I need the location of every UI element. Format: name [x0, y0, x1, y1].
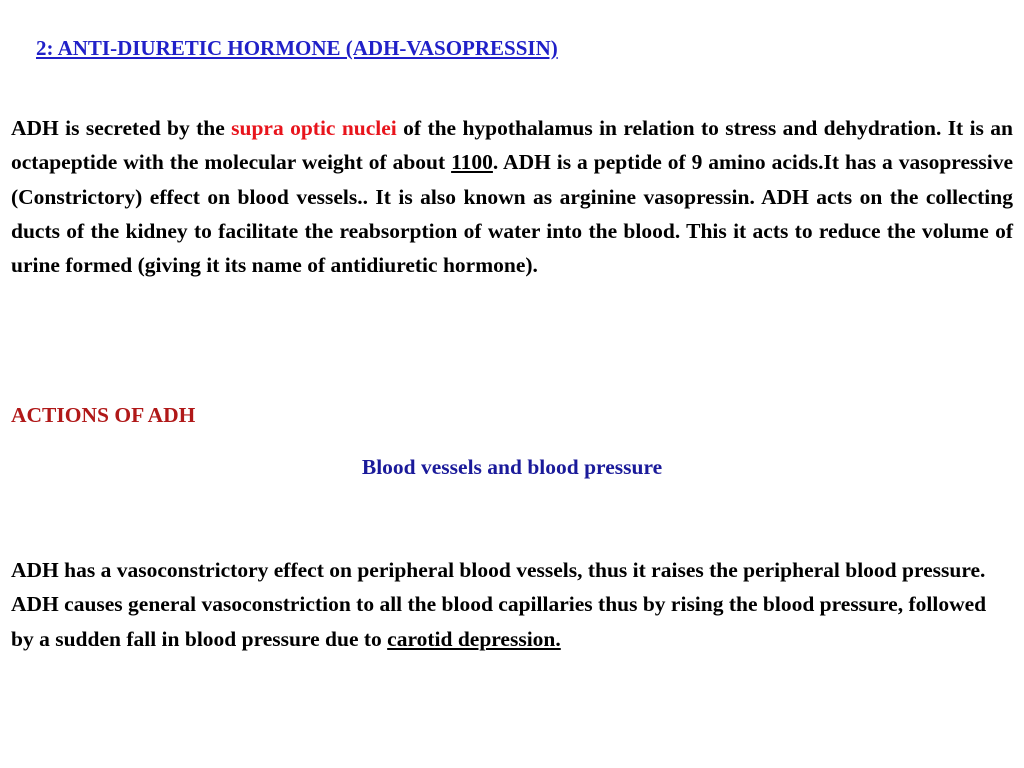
- slide-title: 2: ANTI-DIURETIC HORMONE (ADH-VASOPRESSIN): [36, 36, 558, 60]
- molecular-weight-value: 1100: [451, 150, 493, 175]
- intro-text-end: . ADH is a peptide of 9 amino acids.It has a vasopressive (Constrictory) effect on blood vessels.. It is also known as arginine vasopressin. ADH acts on the collecting ducts of the kidney to facilitate the reabsorption of water into the blood. This it acts to reduce the volume of urine formed (giving it its name of antidiuretic hormone).: [11, 150, 1013, 278]
- highlighted-term: supra optic nuclei: [231, 116, 397, 140]
- blood-vessels-subheading: Blood vessels and blood pressure: [361, 455, 663, 479]
- intro-text-middle: of the hypothalamus in relation to stress and dehydration. It is an octapeptide with the molecular weight of about: [11, 116, 1014, 175]
- actions-heading: ACTIONS OF ADH: [11, 403, 196, 427]
- vasoconstriction-text: ADH has a vasoconstrictory effect on peripheral blood vessels, thus it raises the peripheral blood pressure. ADH causes general vasoconstriction to all the blood capillaries thus by rising the blood pressure, followed by a sudden fall in blood pressure due to: [11, 558, 987, 651]
- intro-paragraph: [11, 111, 1013, 282]
- vasoconstriction-paragraph: [11, 553, 991, 656]
- intro-text-start: ADH is secreted by the: [11, 116, 232, 140]
- carotid-depression-term: carotid depression.: [387, 626, 561, 651]
